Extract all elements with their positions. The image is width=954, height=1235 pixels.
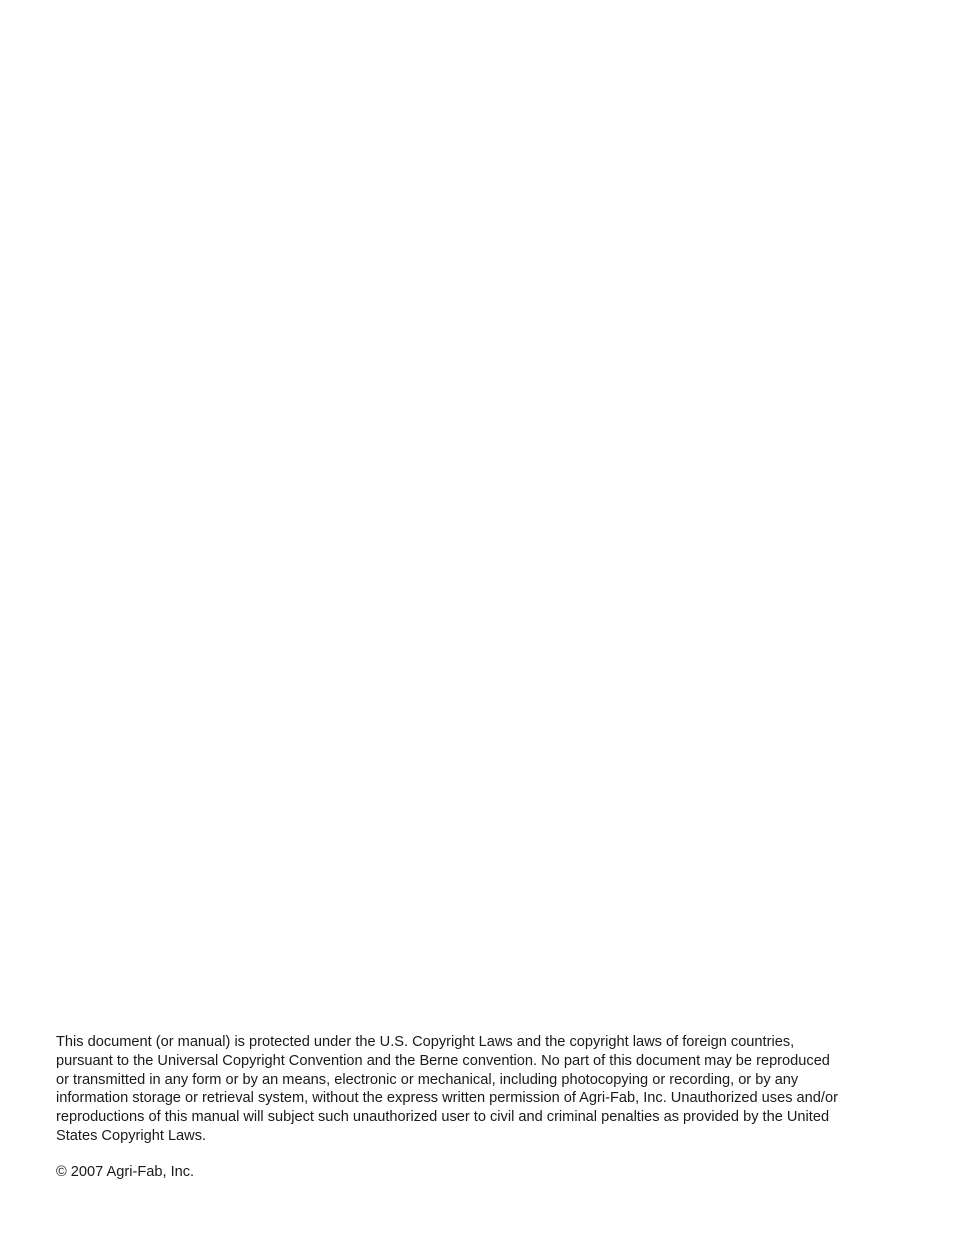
copyright-line: © 2007 Agri-Fab, Inc. xyxy=(56,1164,195,1180)
notice-line: reproductions of this manual will subject such unauthorized user to civil and criminal penalties as provided by the United xyxy=(56,1109,830,1126)
notice-line: information storage or retrieval system, without the express written permission of Agri-Fab, Inc. Unauthorized uses and/or xyxy=(56,1090,838,1107)
notice-line: This document (or manual) is protected under the U.S. Copyright Laws and the copyright laws of foreign countries, xyxy=(56,1034,795,1050)
copyright-notice xyxy=(56,1033,916,1146)
notice-line: pursuant to the Universal Copyright Convention and the Berne convention. No part of this document may be reproduced xyxy=(56,1052,830,1069)
notice-line: or transmitted in any form or by an means, electronic or mechanical, including photocopying or recording, or by any xyxy=(56,1071,799,1088)
notice-line: States Copyright Laws. xyxy=(56,1127,207,1144)
